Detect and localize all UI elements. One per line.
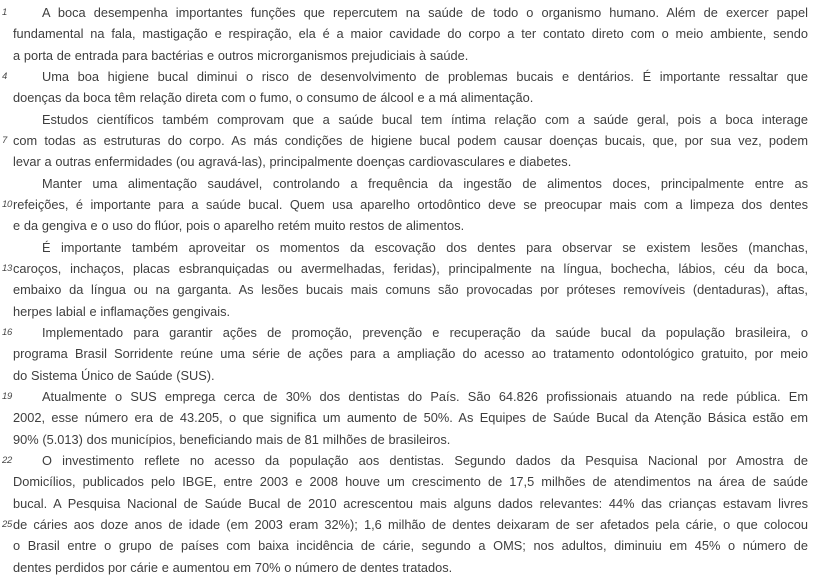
line-text: do Sistema Único de Saúde (SUS). [13,367,215,383]
text-line [13,23,808,44]
line-number: 1 [2,7,7,18]
line-text: caroços, inchaços, placas esbranquiçadas ou avermelhadas, feridas), principalmente na língua, bochecha, lábios, céu da boca, [13,260,808,276]
text-line [13,279,808,300]
line-number: 10 [2,198,12,210]
line-text: herpes labial e inflamações gengivais. [13,303,231,319]
line-text: com todas as estruturas do corpo. As más condições de higiene bucal podem causar doenças bucais, que, por sua vez, podem [13,132,808,148]
text-line [13,429,808,450]
line-number: 16 [2,326,12,338]
line-text: de cáries aos doze anos de idade (em 2003 eram 32%); 1,6 milhão de dentes deixaram de ser afetados pela cárie, o que colocou [13,516,808,532]
line-text: o Brasil entre o grupo de países com baixa incidência de cárie, segundo a OMS; nos adultos, diminuiu em 45% o número de [13,538,808,554]
line-text: 90% (5.013) dos municípios, beneficiando mais de 81 milhões de brasileiros. [13,431,451,447]
text-line [13,407,808,428]
line-text: Manter uma alimentação saudável, controlando a frequência da ingestão de alimentos doces, principalmente entre as [42,175,808,191]
line-number: 4 [2,70,7,82]
text-line [13,109,808,130]
line-text: e da gengiva e o uso do flúor, pois o aparelho retém muito restos de alimentos. [13,218,465,234]
text-body [2,2,808,578]
line-text: doenças da boca têm relação direta com o fumo, o consumo de álcool e a má alimentação. [13,90,534,106]
text-line [13,173,808,194]
line-number: 19 [2,390,12,402]
text-line [2,66,808,87]
text-line [13,343,808,364]
line-number: 22 [2,454,12,466]
text-line [2,130,808,151]
line-text: programa Brasil Sorridente reúne uma série de ações para a ampliação do acesso ao tratamento odontológico gratuito, por meio [13,346,808,362]
line-text: 2002, esse número era de 43.205, o que significa um aumento de 50%. As Equipes de Saúde Bucal da Atenção Básica estão em [13,410,808,426]
text-line [2,450,808,471]
text-line [13,301,808,322]
text-line [13,237,808,258]
line-number: 7 [2,134,7,146]
text-line [13,151,808,172]
text-line [2,322,808,343]
text-line [2,2,808,23]
text-line [13,87,808,108]
text-line [13,365,808,386]
line-text: Estudos científicos também comprovam que a saúde bucal tem íntima relação com a saúde geral, pois a boca interage [42,111,808,127]
line-text: Uma boa higiene bucal diminui o risco de desenvolvimento de problemas bucais e dentários. É importante ressaltar que [42,68,808,84]
line-text: É importante também aproveitar os momentos da escovação dos dentes para observar se existem lesões (manchas, [42,239,808,255]
text-line [13,471,808,492]
line-text: Implementado para garantir ações de promoção, prevenção e recuperação da saúde bucal da população brasileira, o [42,324,808,340]
text-line [2,258,808,279]
line-text: embaixo da língua ou na garganta. As lesões bucais mais comuns são provocadas por próteses removíveis (dentaduras), aftas, [13,282,808,298]
line-text: O investimento reflete no acesso da população aos dentistas. Segundo dados da Pesquisa Nacional por Amostra de [42,452,808,468]
line-text: refeições, é importante para a saúde bucal. Quem usa aparelho ortodôntico deve se preocupar mais com a limpeza dos dentes [13,196,808,212]
line-text: Domicílios, publicados pelo IBGE, entre 2003 e 2008 houve um crescimento de 17,5 milhões de atendimentos na área de saúde [13,474,808,490]
line-text: Atualmente o SUS emprega cerca de 30% dos dentistas do País. São 64.826 profissionais atuando na rede pública. Em [42,388,808,404]
line-text: A boca desempenha importantes funções que repercutem na saúde de todo o organismo humano. Além de exercer papel [42,5,808,20]
line-number: 13 [2,262,12,274]
text-line [13,535,808,556]
text-line [13,493,808,514]
text-line [13,215,808,236]
line-text: levar a outras enfermidades (ou agravá-las), principalmente doenças cardiovasculares e diabetes. [13,154,572,170]
line-text: fundamental na fala, mastigação e respiração, ela é a maior cavidade do corpo a ter contato direto com o meio ambiente, sendo [13,26,808,42]
line-text: dentes perdidos por cárie e aumentou em 70% o número de dentes tratados. [13,559,453,575]
text-line [2,194,808,215]
line-text: bucal. A Pesquisa Nacional de Saúde Bucal de 2010 acrescentou mais alguns dados relevantes: 44% das crianças estavam livres [13,495,808,511]
text-line [13,557,808,578]
text-line [2,386,808,407]
line-text: a porta de entrada para bactérias e outros microrganismos prejudiciais à saúde. [13,47,469,63]
line-number: 25 [2,518,12,530]
text-line [2,514,808,535]
text-line [13,45,808,66]
